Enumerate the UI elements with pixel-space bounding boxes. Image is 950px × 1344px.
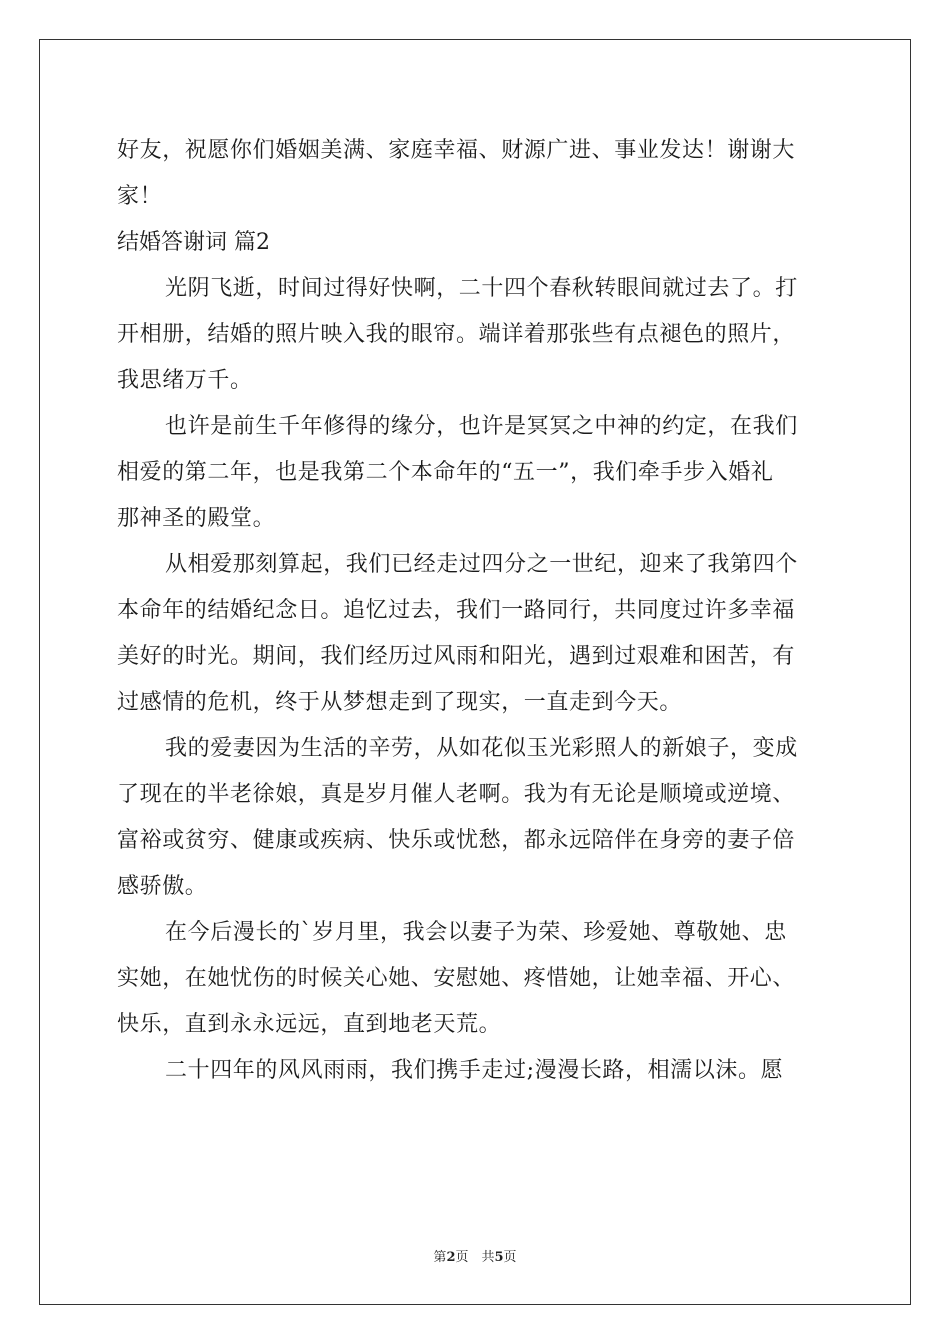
paragraph-start-line: 我的爱妻因为生活的辛劳，从如花似玉光彩照人的新娘子，变成: [165, 736, 798, 761]
text-line: 好友，祝愿你们婚姻美满、家庭幸福、财源广进、事业发达！谢谢大: [117, 138, 796, 163]
document-body: [117, 128, 837, 1094]
text-line: 开相册，结婚的照片映入我的眼帘。端详着那张些有点褪色的照片，: [117, 322, 796, 347]
text-line: 实她，在她忧伤的时候关心她、安慰她、疼惜她，让她幸福、开心、: [117, 966, 796, 991]
paragraph-start-line: 也许是前生千年修得的缘分，也许是冥冥之中神的约定，在我们: [165, 414, 798, 439]
paragraph-start-line: 在今后漫长的`岁月里，我会以妻子为荣、珍爱她、尊敬她、忠: [165, 920, 787, 945]
text-line: 家！: [117, 184, 163, 209]
current-page-number: 2: [446, 1250, 456, 1265]
text-line: 美好的时光。期间，我们经历过风雨和阳光，遇到过艰难和困苦，有: [117, 644, 796, 669]
text-line: 过感情的危机，终于从梦想走到了现实，一直走到今天。: [117, 690, 683, 715]
text-line: 那神圣的殿堂。: [117, 506, 276, 531]
paragraph-start-line: 光阴飞逝，时间过得好快啊，二十四个春秋转眼间就过去了。打: [165, 276, 798, 301]
paragraph-start-line: 从相爱那刻算起，我们已经走过四分之一世纪，迎来了我第四个: [165, 552, 798, 577]
text-line: 富裕或贫穷、健康或疾病、快乐或忧愁，都永远陪伴在身旁的妻子倍: [117, 828, 796, 853]
text-line: 感骄傲。: [117, 874, 208, 899]
paragraph-start-line: 二十四年的风风雨雨，我们携手走过;漫漫长路，相濡以沫。愿: [165, 1058, 784, 1083]
text-line: 快乐，直到永永远远，直到地老天荒。: [117, 1012, 502, 1037]
text-line: 了现在的半老徐娘，真是岁月催人老啊。我为有无论是顺境或逆境、: [117, 782, 796, 807]
page-number-prefix: 第: [433, 1250, 447, 1265]
page-footer: [0, 1246, 950, 1265]
page-number-suffix: 页: [503, 1250, 517, 1265]
text-line: 我思绪万千。: [117, 368, 253, 393]
page-number-middle: 页 共: [455, 1250, 495, 1265]
text-line: 相爱的第二年，也是我第二个本命年的“五一”，我们牵手步入婚礼: [117, 460, 774, 485]
text-line: 本命年的结婚纪念日。追忆过去，我们一路同行，共同度过许多幸福: [117, 598, 796, 623]
section-heading: 结婚答谢词 篇2: [117, 230, 270, 255]
total-page-count: 5: [494, 1250, 504, 1265]
